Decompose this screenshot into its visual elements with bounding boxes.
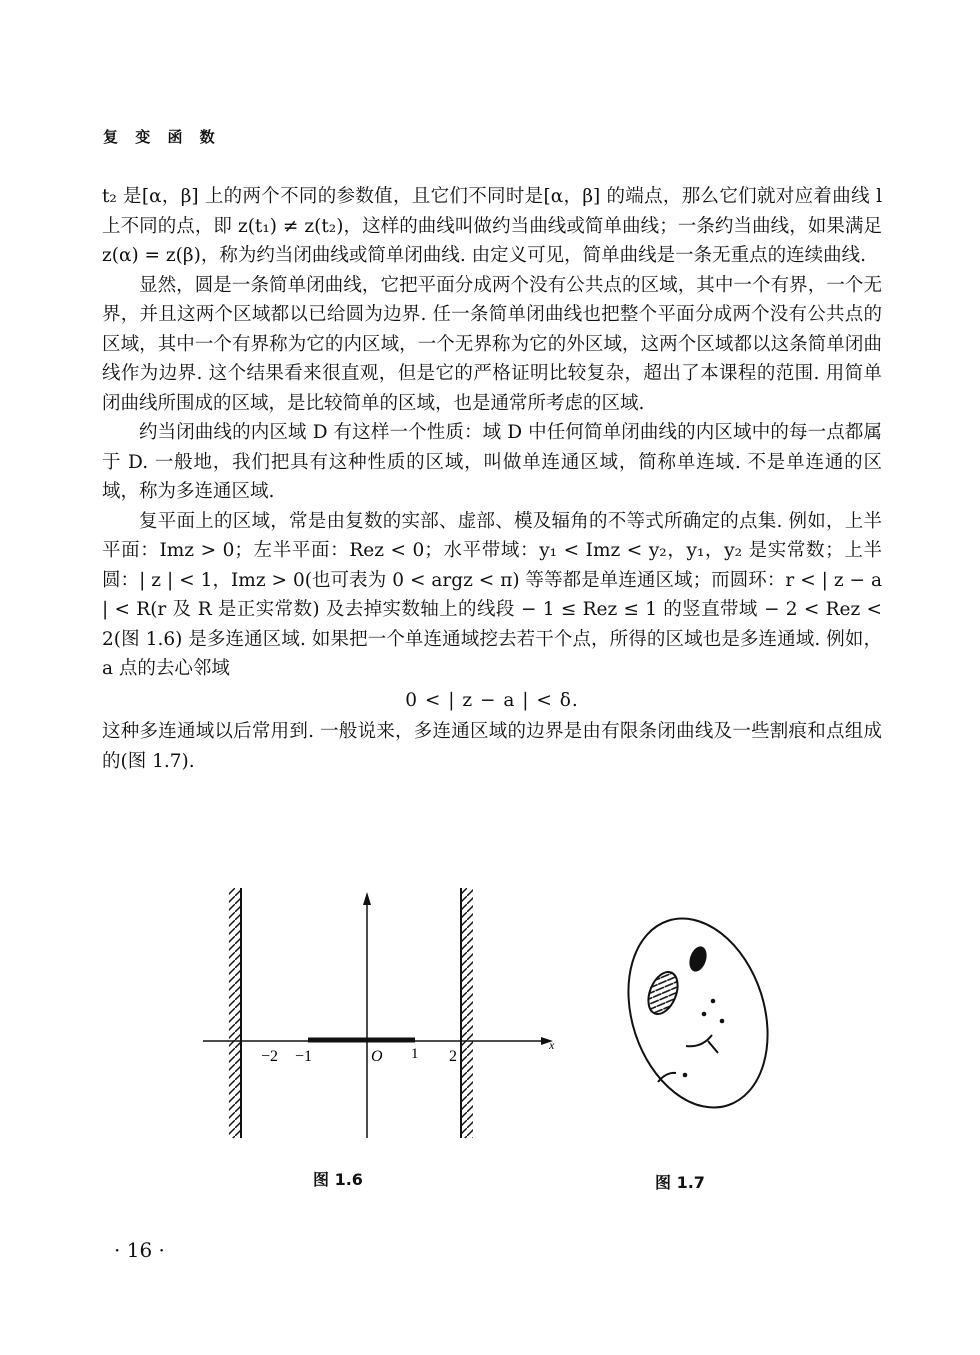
y-axis-arrow xyxy=(363,892,371,905)
label-x-axis: x xyxy=(549,1038,555,1052)
hatched-hole-large xyxy=(643,968,684,1019)
label-minus-two: −2 xyxy=(261,1048,279,1065)
paragraph-1: t₂ 是[α，β] 上的两个不同的参数值，且它们不同时是[α，β] 的端点，那么它们就对应着曲线 l 上不同的点，即 z(t₁) ≠ z(t₂)，这样的曲线叫做约当曲线或简单曲线；一条约当曲线，如果满足 z(α) = z(β)，称为约当闭曲线或简单闭曲线. 由定义可见，简单曲线是一条无重点的连续曲线. xyxy=(102,186,882,266)
paragraph-3: 约当闭曲线的内区域 D 有这样一个性质：域 D 中任何简单闭曲线的内区域中的每一点都属于 D. 一般地，我们把具有这种性质的区域，叫做单连通区域，简称单连域. 不是单连通的区域，称为多连通区域. xyxy=(102,422,882,502)
figure-1-7 xyxy=(620,910,780,1120)
label-two: 2 xyxy=(449,1048,457,1065)
boundary-point xyxy=(711,999,716,1004)
page-number: · 16 · xyxy=(114,1238,165,1262)
left-boundary-hatch xyxy=(229,888,241,1138)
hatched-hole-small xyxy=(686,944,709,974)
figure-1-6 xyxy=(195,880,575,1150)
figure-1-6-caption: 图 1.6 xyxy=(313,1170,363,1189)
outer-boundary-curve xyxy=(620,910,780,1120)
display-formula: 0 < | z − a | < δ. xyxy=(405,689,579,711)
boundary-point xyxy=(683,1073,688,1078)
figure-1-7-caption: 图 1.7 xyxy=(655,1173,705,1192)
label-minus-one: −1 xyxy=(295,1048,313,1065)
body-text xyxy=(102,182,882,776)
label-origin: O xyxy=(371,1048,383,1065)
boundary-point xyxy=(720,1019,725,1024)
cut-slit xyxy=(686,1035,718,1053)
boundary-point xyxy=(702,1012,707,1017)
paragraph-4: 复平面上的区域，常是由复数的实部、虚部、模及辐角的不等式所确定的点集. 例如，上半平面：Imz > 0；左半平面：Rez < 0；水平带域：y₁ < Imz < y₂，y₁，y₂ 是实常数；上半圆：| z | < 1，Imz > 0(也可表为 0 < argz < π) 等等都是单连通区域；而圆环：r < | z − a | < R(r 及 R 是正实常数) 及去掉实数轴上的线段 − 1 ≤ Rez ≤ 1 的竖直带域 − 2 < Rez < 2(图 1.6) 是多连通区域. 如果把一个单连通域挖去若干个点，所得的区域也是多连通域. 例如，a 点的去心邻域 xyxy=(102,510,882,679)
label-one: 1 xyxy=(411,1046,419,1062)
paragraph-5: 这种多连通域以后常用到. 一般说来，多连通区域的边界是由有限条闭曲线及一些割痕和点组成的(图 1.7). xyxy=(102,721,882,772)
right-boundary-hatch xyxy=(461,888,473,1138)
paragraph-2: 显然，圆是一条简单闭曲线，它把平面分成两个没有公共点的区域，其中一个有界，一个无界，并且这两个区域都以已给圆为边界. 任一条简单闭曲线也把整个平面分成两个没有公共点的区域，其中一个有界称为它的内区域，一个无界称为它的外区域，这两个区域都以这条简单闭曲线作为边界. 这个结果看来很直观，但是它的严格证明比较复杂，超出了本课程的范围. 用简单闭曲线所围成的区域，是比较简单的区域，也是通常所考虑的区域. xyxy=(102,274,882,414)
running-header: 复 变 函 数 xyxy=(103,128,221,146)
